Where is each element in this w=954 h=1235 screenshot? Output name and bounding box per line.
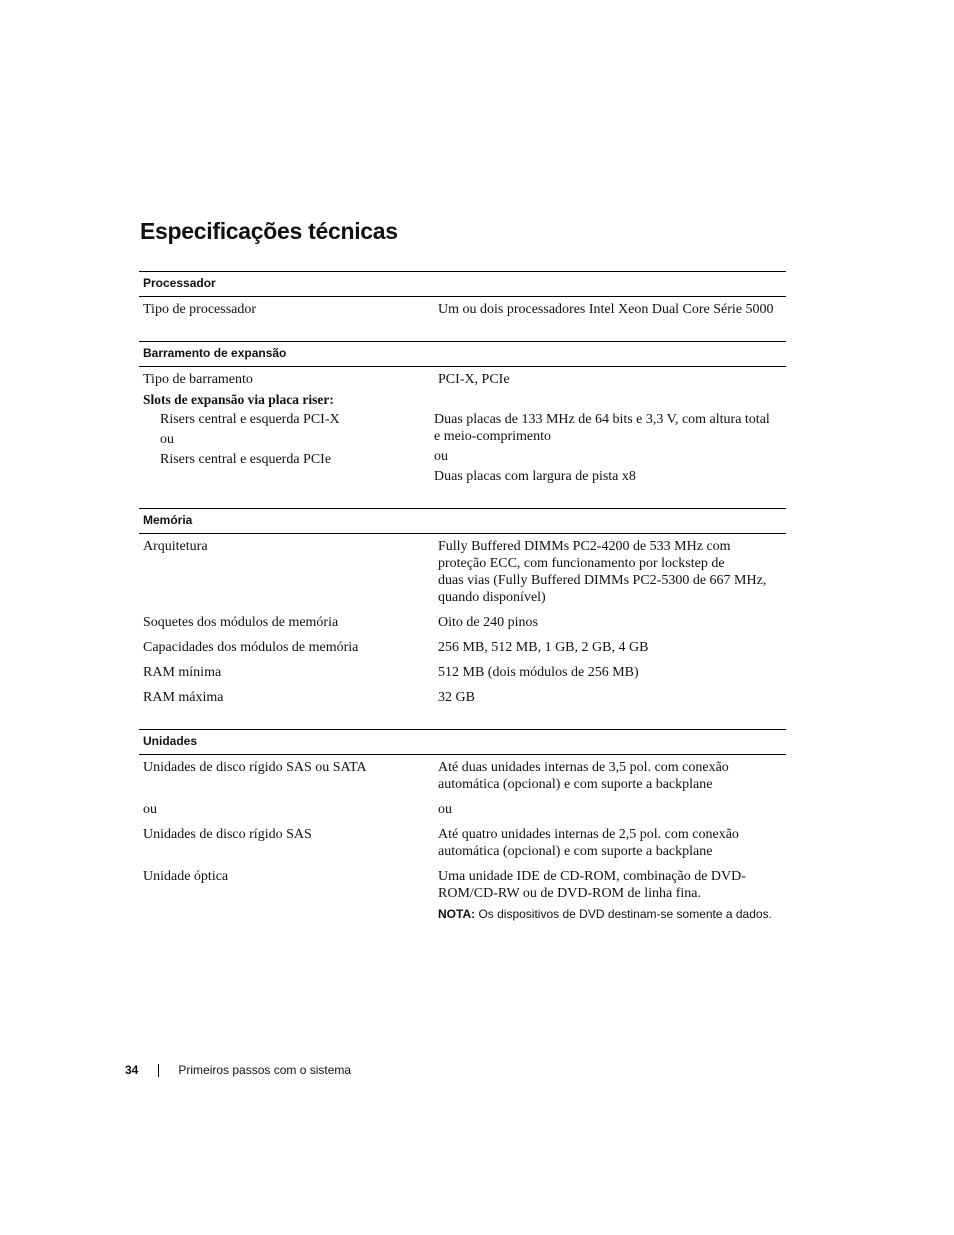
spec-value: Até quatro unidades internas de 2,5 pol. com conexão	[438, 827, 739, 842]
spec-value: 256 MB, 512 MB, 1 GB, 2 GB, 4 GB	[438, 640, 649, 655]
spec-label-or: ou	[143, 802, 157, 817]
section-heading: Memória	[139, 509, 786, 534]
spec-value: 512 MB (dois módulos de 256 MB)	[438, 665, 639, 680]
spec-value: Um ou dois processadores Intel Xeon Dual Core Série 5000	[438, 302, 774, 317]
spec-row	[139, 639, 786, 656]
footer-text: Primeiros passos com o sistema	[178, 1063, 352, 1077]
spec-label: Risers central e esquerda PCI-X	[160, 412, 340, 427]
spec-row	[139, 538, 786, 606]
spec-row	[139, 391, 786, 408]
page-title: Especificações técnicas	[140, 218, 398, 244]
spec-value: e meio-comprimento	[434, 429, 552, 444]
spec-row	[139, 411, 786, 485]
spec-value-or: ou	[438, 802, 452, 817]
section-barramento	[139, 341, 786, 508]
spec-row	[139, 664, 786, 681]
spec-row	[139, 801, 786, 818]
spec-row	[139, 868, 786, 922]
section-heading: Unidades	[139, 730, 786, 755]
spec-value-or: ou	[434, 449, 448, 464]
spec-value: automática (opcional) e com suporte a backplane	[438, 844, 713, 859]
spec-value: 32 GB	[438, 690, 475, 705]
spec-label: Slots de expansão via placa riser:	[143, 392, 334, 407]
spec-row	[139, 759, 786, 793]
note	[438, 906, 786, 922]
section-heading: Barramento de expansão	[139, 342, 786, 367]
spec-value: Duas placas de 133 MHz de 64 bits e 3,3 V, com altura total	[434, 412, 770, 427]
page-footer	[125, 1062, 351, 1078]
spec-value: Oito de 240 pinos	[438, 615, 538, 630]
spec-label: Arquitetura	[143, 539, 208, 554]
spec-value: Uma unidade IDE de CD-ROM, combinação de DVD-	[438, 869, 746, 884]
note-label: NOTA:	[438, 907, 476, 921]
section-memoria	[139, 508, 786, 729]
spec-label: RAM máxima	[143, 690, 224, 705]
section-processador	[139, 271, 786, 341]
spec-row	[139, 689, 786, 706]
spec-label: Tipo de processador	[143, 302, 257, 317]
note-text: Os dispositivos de DVD destinam-se somente a dados.	[475, 907, 772, 921]
spec-value: proteção ECC, com funcionamento por lockstep de	[438, 556, 725, 571]
spec-value: Duas placas com largura de pista x8	[434, 469, 636, 484]
spec-value: automática (opcional) e com suporte a backplane	[438, 777, 713, 792]
spec-label: Risers central e esquerda PCIe	[160, 452, 332, 467]
spec-value: Até duas unidades internas de 3,5 pol. com conexão	[438, 760, 729, 775]
spec-row	[139, 371, 786, 388]
spec-label: Capacidades dos módulos de memória	[143, 640, 359, 655]
section-unidades	[139, 729, 786, 922]
spec-value: ROM/CD-RW ou de DVD-ROM de linha fina.	[438, 886, 701, 901]
spec-label: Tipo de barramento	[143, 372, 253, 387]
section-heading: Processador	[139, 272, 786, 297]
spec-label: RAM mínima	[143, 665, 222, 680]
specifications-table	[139, 271, 786, 930]
spec-value: PCI-X, PCIe	[438, 372, 510, 387]
spec-row	[139, 301, 786, 318]
spec-label: Soquetes dos módulos de memória	[143, 615, 339, 630]
spec-value: Fully Buffered DIMMs PC2-4200 de 533 MHz com	[438, 539, 731, 554]
page-number: 34	[125, 1063, 139, 1077]
spec-row	[139, 826, 786, 860]
spec-row	[139, 614, 786, 631]
spec-label: Unidades de disco rígido SAS ou SATA	[143, 760, 367, 775]
spec-label: Unidade óptica	[143, 869, 229, 884]
spec-value: quando disponível)	[438, 590, 546, 605]
spec-value: duas vias (Fully Buffered DIMMs PC2-5300 de 667 MHz,	[438, 573, 767, 588]
spec-label: Unidades de disco rígido SAS	[143, 827, 312, 842]
footer-separator	[158, 1064, 159, 1077]
spec-label-or: ou	[160, 432, 174, 447]
